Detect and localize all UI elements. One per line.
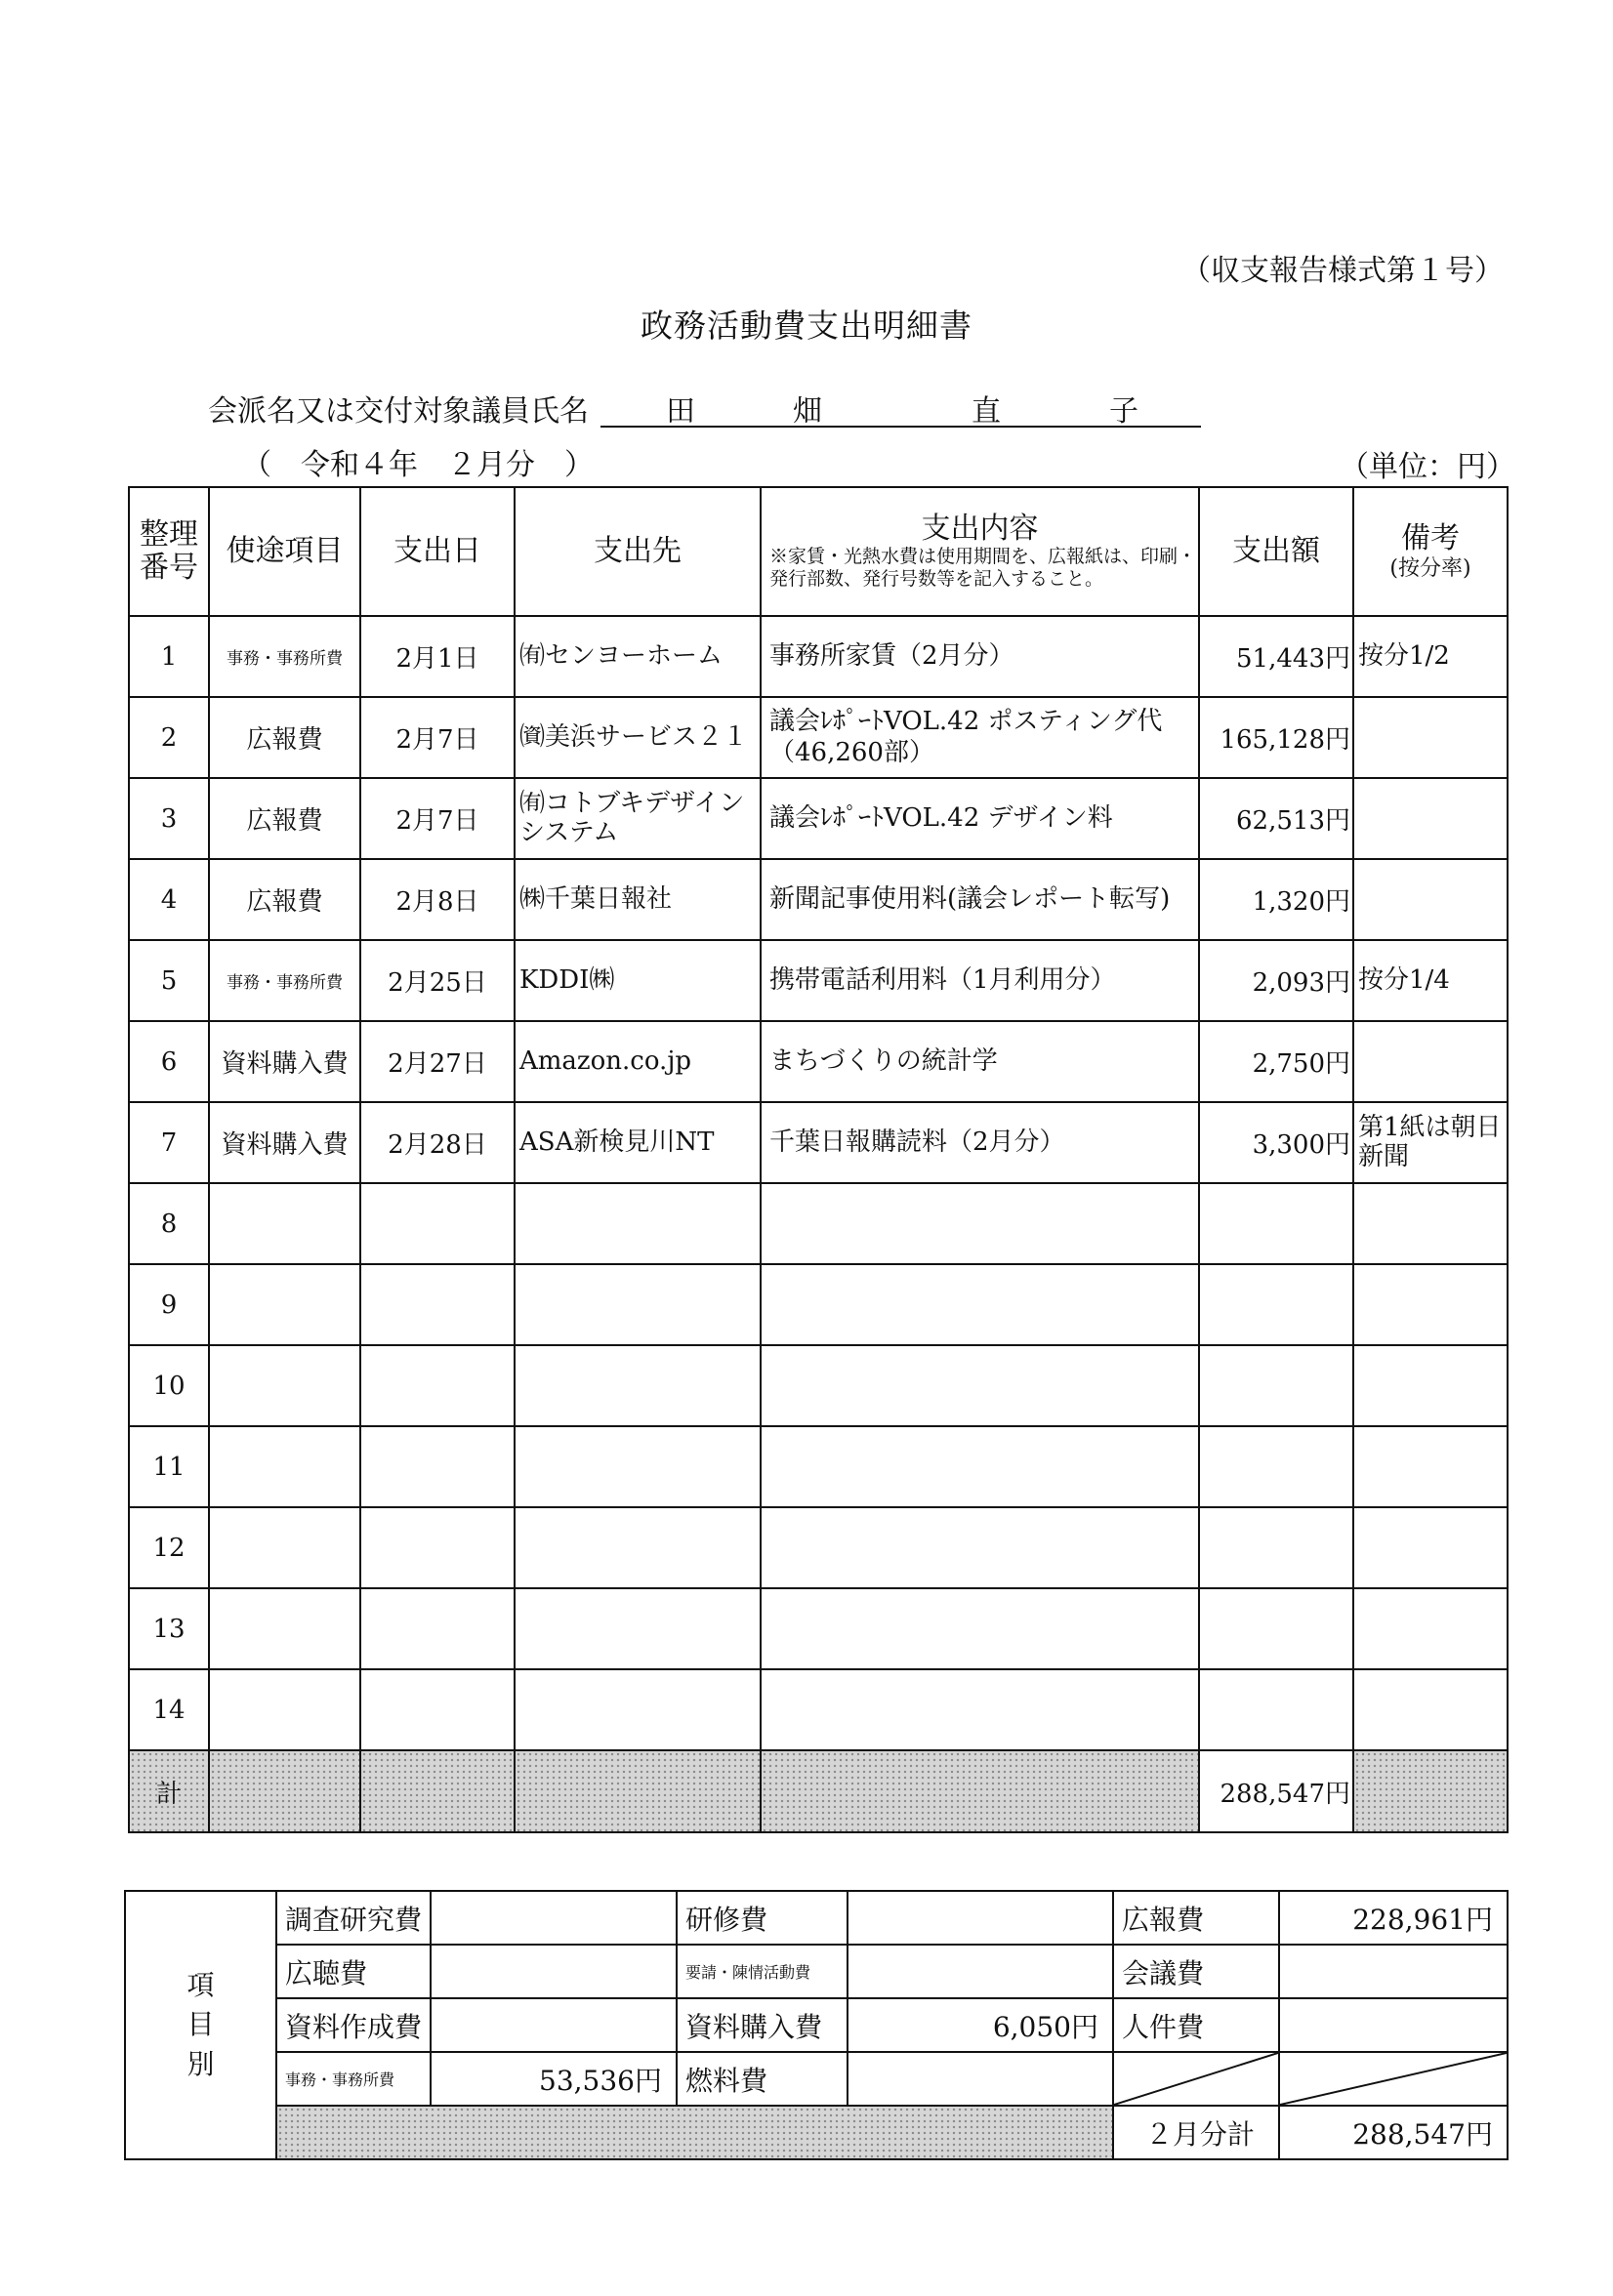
row-payee: ㈱千葉日報社 xyxy=(515,859,761,940)
row-date xyxy=(360,1588,515,1669)
name-char: 畑 xyxy=(793,394,822,429)
form-number: （収支報告様式第１号） xyxy=(1181,254,1504,288)
row-payee xyxy=(515,1264,761,1345)
table-row xyxy=(129,859,1508,940)
row-payee xyxy=(515,1669,761,1750)
row-description: 事務所家賃（2月分） xyxy=(761,616,1199,697)
summary-value xyxy=(848,1945,1113,1998)
header-no: 整理 番号 xyxy=(129,487,209,616)
row-date: 2月7日 xyxy=(360,697,515,778)
row-number: 9 xyxy=(129,1264,209,1345)
header-payee: 支出先 xyxy=(515,487,761,616)
summary-label: 広聴費 xyxy=(276,1945,431,1998)
summary-side-label: 項 目 別 xyxy=(125,1891,276,2159)
row-amount xyxy=(1199,1345,1353,1426)
row-description xyxy=(761,1669,1199,1750)
header-amount: 支出額 xyxy=(1199,487,1353,616)
category-summary-table xyxy=(124,1890,1509,2160)
row-date xyxy=(360,1507,515,1588)
name-char: 直 xyxy=(972,394,1001,429)
summary-label: 人件費 xyxy=(1113,1998,1279,2052)
table-row xyxy=(129,778,1508,859)
table-row xyxy=(129,1264,1508,1345)
row-number: 8 xyxy=(129,1183,209,1264)
row-payee: ㈲コトブキデザインシステム xyxy=(515,778,761,859)
row-remarks xyxy=(1353,1507,1508,1588)
row-description xyxy=(761,1507,1199,1588)
row-amount: 2,093円 xyxy=(1199,940,1353,1021)
row-category: 広報費 xyxy=(209,859,360,940)
row-date: 2月1日 xyxy=(360,616,515,697)
unit-label: （単位：円） xyxy=(1340,450,1515,484)
row-number: 5 xyxy=(129,940,209,1021)
summary-value xyxy=(431,1945,677,1998)
period-label: （ 令和４年 ２月分 ） xyxy=(242,448,594,482)
row-category xyxy=(209,1426,360,1507)
expenditure-table xyxy=(128,486,1509,1833)
row-payee xyxy=(515,1183,761,1264)
row-number: 6 xyxy=(129,1021,209,1102)
row-category xyxy=(209,1264,360,1345)
summary-label: 広報費 xyxy=(1113,1891,1279,1945)
row-category xyxy=(209,1507,360,1588)
document-title: 政務活動費支出明細書 xyxy=(641,307,972,345)
summary-row xyxy=(125,2106,1508,2159)
diagonal-slash-cell xyxy=(1279,2052,1508,2106)
summary-value xyxy=(1279,1945,1508,1998)
summary-row xyxy=(125,1945,1508,1998)
summary-value xyxy=(431,1998,677,2052)
summary-label: 燃料費 xyxy=(677,2052,848,2106)
row-amount: 62,513円 xyxy=(1199,778,1353,859)
row-category: 事務・事務所費 xyxy=(209,940,360,1021)
header-remarks xyxy=(1353,487,1508,616)
row-description: 議会ﾚﾎﾟｰﾄVOL.42 デザイン料 xyxy=(761,778,1199,859)
summary-label: 調査研究費 xyxy=(276,1891,431,1945)
summary-row xyxy=(125,2052,1508,2106)
month-total-label: ２月分計 xyxy=(1113,2106,1279,2159)
table-row xyxy=(129,1345,1508,1426)
row-date: 2月7日 xyxy=(360,778,515,859)
name-char: 田 xyxy=(666,394,695,429)
row-amount xyxy=(1199,1426,1353,1507)
header-category: 使途項目 xyxy=(209,487,360,616)
row-payee: Amazon.co.jp xyxy=(515,1021,761,1102)
row-description xyxy=(761,1264,1199,1345)
summary-value: 6,050円 xyxy=(848,1998,1113,2052)
row-category: 事務・事務所費 xyxy=(209,616,360,697)
table-row xyxy=(129,1102,1508,1183)
table-header-row xyxy=(129,487,1508,616)
row-description: 千葉日報購読料（2月分） xyxy=(761,1102,1199,1183)
row-remarks: 按分1/4 xyxy=(1353,940,1508,1021)
summary-label: 会議費 xyxy=(1113,1945,1279,1998)
shaded-cell xyxy=(1353,1750,1508,1832)
row-payee: ㈲センヨーホーム xyxy=(515,616,761,697)
row-category: 資料購入費 xyxy=(209,1021,360,1102)
row-category xyxy=(209,1588,360,1669)
row-category: 広報費 xyxy=(209,778,360,859)
row-number: 2 xyxy=(129,697,209,778)
header-date: 支出日 xyxy=(360,487,515,616)
summary-value xyxy=(1279,1998,1508,2052)
row-description xyxy=(761,1345,1199,1426)
total-row xyxy=(129,1750,1508,1832)
row-payee: ㈾美浜サービス２１ xyxy=(515,697,761,778)
row-date xyxy=(360,1669,515,1750)
table-row xyxy=(129,1426,1508,1507)
row-category: 資料購入費 xyxy=(209,1102,360,1183)
row-amount xyxy=(1199,1669,1353,1750)
row-number: 13 xyxy=(129,1588,209,1669)
table-row xyxy=(129,616,1508,697)
row-remarks: 第1紙は朝日新聞 xyxy=(1353,1102,1508,1183)
summary-value xyxy=(848,1891,1113,1945)
shaded-cell xyxy=(209,1750,360,1832)
shaded-cell xyxy=(360,1750,515,1832)
header-desc-title: 支出内容 xyxy=(921,511,1039,546)
summary-value: 228,961円 xyxy=(1279,1891,1508,1945)
row-number: 4 xyxy=(129,859,209,940)
row-description: 携帯電話利用料（1月利用分） xyxy=(761,940,1199,1021)
row-remarks xyxy=(1353,1021,1508,1102)
row-date xyxy=(360,1345,515,1426)
row-amount xyxy=(1199,1507,1353,1588)
header-desc-note: ※家賃・光熱水費は使用期間を、広報紙は、印刷・発行部数、発行号数等を記入すること。 xyxy=(769,546,1197,591)
row-amount xyxy=(1199,1588,1353,1669)
row-remarks xyxy=(1353,1183,1508,1264)
row-payee xyxy=(515,1588,761,1669)
summary-label: 研修費 xyxy=(677,1891,848,1945)
row-category: 広報費 xyxy=(209,697,360,778)
summary-label: 資料作成費 xyxy=(276,1998,431,2052)
row-number: 11 xyxy=(129,1426,209,1507)
row-category xyxy=(209,1183,360,1264)
row-description: まちづくりの統計学 xyxy=(761,1021,1199,1102)
summary-label: 資料購入費 xyxy=(677,1998,848,2052)
table-row xyxy=(129,1183,1508,1264)
row-date: 2月8日 xyxy=(360,859,515,940)
row-date xyxy=(360,1426,515,1507)
row-remarks xyxy=(1353,778,1508,859)
table-row xyxy=(129,697,1508,778)
row-number: 12 xyxy=(129,1507,209,1588)
row-payee: KDDI㈱ xyxy=(515,940,761,1021)
summary-value xyxy=(431,1891,677,1945)
shaded-cell xyxy=(761,1750,1199,1832)
header-description xyxy=(761,487,1199,616)
row-description xyxy=(761,1426,1199,1507)
row-amount: 51,443円 xyxy=(1199,616,1353,697)
row-remarks xyxy=(1353,697,1508,778)
row-payee: ASA新検見川NT xyxy=(515,1102,761,1183)
month-total-value: 288,547円 xyxy=(1279,2106,1508,2159)
row-date: 2月27日 xyxy=(360,1021,515,1102)
row-amount: 1,320円 xyxy=(1199,859,1353,940)
row-amount: 2,750円 xyxy=(1199,1021,1353,1102)
total-amount: 288,547円 xyxy=(1199,1750,1353,1832)
row-number: 1 xyxy=(129,616,209,697)
table-row xyxy=(129,1507,1508,1588)
row-date: 2月28日 xyxy=(360,1102,515,1183)
summary-label: 事務・事務所費 xyxy=(276,2052,431,2106)
row-category xyxy=(209,1345,360,1426)
header-remarks-title: 備考 xyxy=(1401,521,1460,556)
row-date xyxy=(360,1183,515,1264)
table-row xyxy=(129,940,1508,1021)
name-label: 会派名又は交付対象議員氏名 xyxy=(208,394,589,429)
row-payee xyxy=(515,1426,761,1507)
row-amount xyxy=(1199,1183,1353,1264)
row-date xyxy=(360,1264,515,1345)
summary-value xyxy=(848,2052,1113,2106)
row-number: 10 xyxy=(129,1345,209,1426)
row-remarks xyxy=(1353,1264,1508,1345)
total-label: 計 xyxy=(129,1750,209,1832)
row-remarks: 按分1/2 xyxy=(1353,616,1508,697)
row-description xyxy=(761,1588,1199,1669)
row-remarks xyxy=(1353,1669,1508,1750)
row-number: 7 xyxy=(129,1102,209,1183)
row-description: 新聞記事使用料(議会レポート転写) xyxy=(761,859,1199,940)
shaded-cell xyxy=(276,2106,1113,2159)
table-row xyxy=(129,1669,1508,1750)
header-remarks-sub: (按分率) xyxy=(1389,555,1471,581)
row-number: 3 xyxy=(129,778,209,859)
name-char: 子 xyxy=(1109,394,1138,429)
row-number: 14 xyxy=(129,1669,209,1750)
summary-row xyxy=(125,1891,1508,1945)
row-amount xyxy=(1199,1264,1353,1345)
row-category xyxy=(209,1669,360,1750)
row-date: 2月25日 xyxy=(360,940,515,1021)
summary-row xyxy=(125,1998,1508,2052)
table-row xyxy=(129,1588,1508,1669)
row-remarks xyxy=(1353,1426,1508,1507)
summary-value: 53,536円 xyxy=(431,2052,677,2106)
row-remarks xyxy=(1353,1345,1508,1426)
row-payee xyxy=(515,1345,761,1426)
shaded-cell xyxy=(515,1750,761,1832)
row-amount: 165,128円 xyxy=(1199,697,1353,778)
table-row xyxy=(129,1021,1508,1102)
row-amount: 3,300円 xyxy=(1199,1102,1353,1183)
summary-label: 要請・陳情活動費 xyxy=(677,1945,848,1998)
row-description: 議会ﾚﾎﾟｰﾄVOL.42 ポスティング代 （46,260部） xyxy=(761,697,1199,778)
row-payee xyxy=(515,1507,761,1588)
diagonal-slash-cell xyxy=(1113,2052,1279,2106)
row-remarks xyxy=(1353,1588,1508,1669)
row-remarks xyxy=(1353,859,1508,940)
row-description xyxy=(761,1183,1199,1264)
